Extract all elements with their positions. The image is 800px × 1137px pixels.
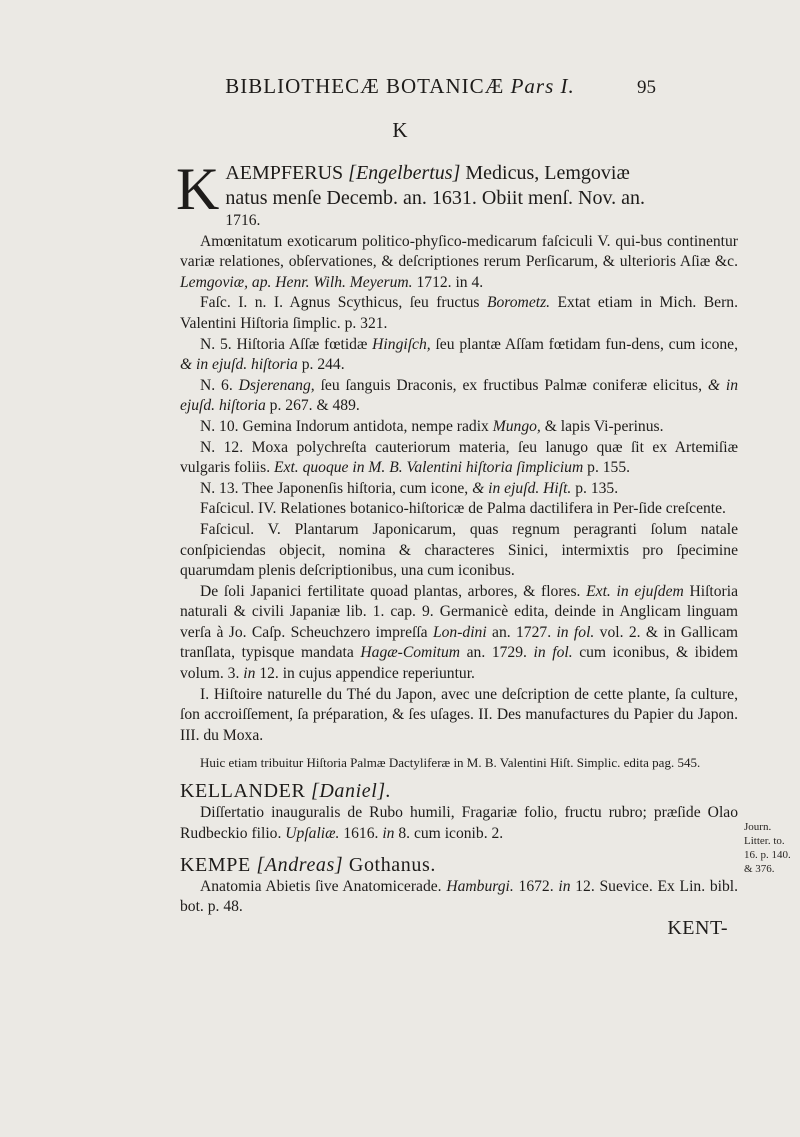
kellander-heading: KELLANDER [Daniel]. [180,780,392,803]
item-french-list: I. Hiſtoire naturelle du Thé du Japon, avec une deſcription de cette plante, ſa culture, ſon accroiſſement, ſa préparation, & ſes uſages. II. Des manufactures du Papier du Japon. III. du Moxa. [180,685,738,744]
drop-capital: K [176,156,220,222]
main-text-column [176,156,738,939]
author-name: AEMPFERUS [225,162,344,184]
header-title: BIBLIOTHECÆ BOTANICÆ [225,74,505,98]
section-letter: K [392,118,408,142]
kempe-work: Anatomia Abietis ſive Anatomicerade. Hamburgi. 1672. in 12. Suevice. Ex Lin. bibl. bot. p. 48. [180,877,738,916]
item-n5: N. 5. Hiſtoria Aſſæ fœtidæ Hingiſch, ſeu plantæ Aſſam fœtidam fun-dens, cum icone, & in ejuſd. hiſtoria p. 244. [180,335,738,374]
item-n12: N. 12. Moxa polychreſta cauteriorum materia, ſeu lanugo quæ ſit ex Artemiſiæ vulgaris foliis. Ext. quoque in M. B. Valentini hiſtoria ſimplicium p. 155. [180,438,738,477]
header-pars: Pars I. [510,74,575,98]
item-n13: N. 13. Thee Japonenſis hiſtoria, cum icone, & in ejuſd. Hiſt. p. 135. [200,479,619,497]
kaempferus-dates: natus menſe Decemb. an. 1631. Obiit menſ. Nov. an. [225,187,646,209]
item-n10: N. 10. Gemina Indorum antidota, nempe radix Mungo, & lapis Vi-perinus. [200,417,664,435]
item-fasc-5: Faſcicul. V. Plantarum Japonicarum, quas regnum peragranti ſolum natale conſpiciendas objecit, nomina & characteres Sinici, intermixtis pro ſpecimine quarumdam plenis deſcriptionibus, una cum iconibus. [180,520,738,580]
item-fasc-1: Faſc. I. n. I. Agnus Scythicus, ſeu fructus Borometz. Extat etiam in Mich. Bern. Valentini Hiſtoria ſimplic. p. 321. [180,294,738,332]
item-de-soli: De ſoli Japanici fertilitate quoad plantas, arbores, & flores. Ext. in ejuſdem Hiſtoria naturali & civili Japaniæ lib. 1. cap. 9. Germanicè edita, deinde in Anglicam linguam verſa à Jo. Caſp. Scheuchzero impreſſa Lon-dini an. 1727. in fol. vol. 2. & in Gallicam tranſlata, typisque mandata Hagæ-Comitum an. 1729. in fol. cum iconibus, & ibidem volum. 3. in 12. in cujus appendice reperiuntur. [180,582,738,683]
page-number: 95 [637,77,656,98]
item-n6: N. 6. Dsjerenang, ſeu ſanguis Draconis, ex fructibus Palmæ coniferæ elicitus, & in ejuſd. hiſtoria p. 267. & 489. [180,376,738,415]
author-forename: [Engelbertus] [348,162,461,184]
kellander-work: Diſſertatio inauguralis de Rubo humili, Fragariæ folio, fructu rubro; præſide Olao Rudbeckio filio. Upſaliæ. 1616. in 8. cum iconib. 2. [180,804,738,843]
catchword: KENT- [667,916,728,939]
running-header [0,74,800,99]
work-amoenitatum: Amœnitatum exoticarum politico-phyſico-medicarum faſciculi V. qui-bus continentur variæ relationes, obſervationes, & deſcriptiones rerum Perſicarum, & ulterioris Aſiæ &c. Lemgoviæ, ap. Henr. Wilh. Meyerum. 1712. in 4. [180,232,738,291]
kaempferus-heading: KAEMPFERUS [Engelbertus] Medicus, Lemgoviæ [176,156,630,222]
kaempferus-death-year: 1716. [225,212,261,229]
kempe-heading: KEMPE [Andreas] Gothanus. [180,853,436,876]
item-fasc-4: Faſcicul. IV. Relationes botanico-hiſtoricæ de Palma dactilifera in Per-ſide creſcente. [200,500,726,518]
margin-note: Journ. Litter. to. 16. p. 140. & 376. [744,821,791,875]
entry-footnote: Huic etiam tribuitur Hiſtoria Palmæ Dactyliferæ in M. B. Valentini Hiſt. Simplic. edita pag. 545. [200,755,701,771]
